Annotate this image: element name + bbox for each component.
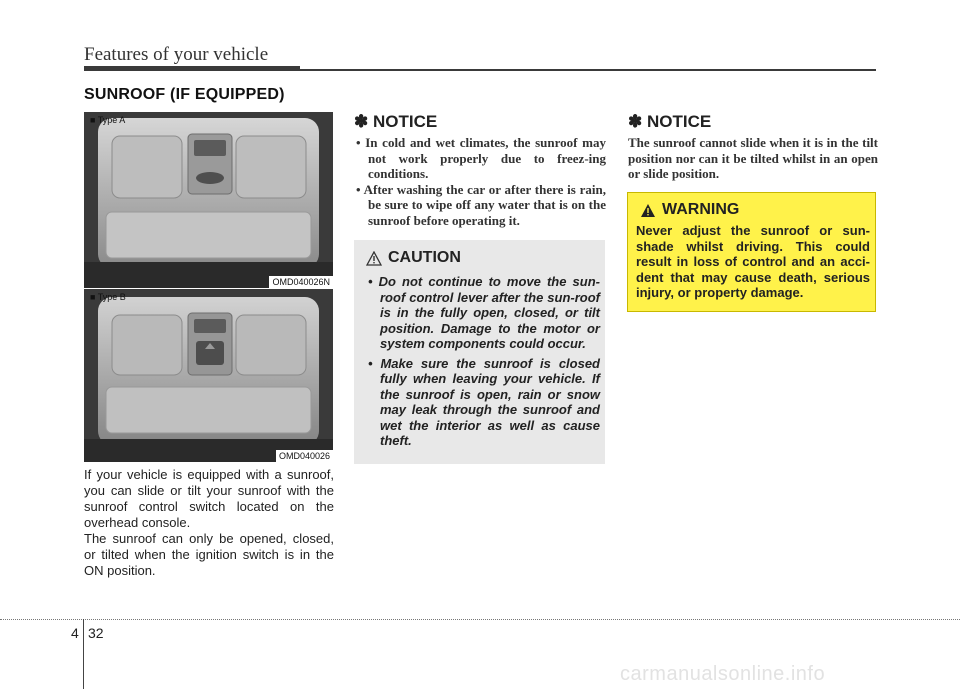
- photo-b-label: ■ Type B: [90, 292, 126, 302]
- body-paragraph-1: If your vehicle is equipped with a sunroof, you can slide or tilt your sunroof with the sunroof control switch located on the overhead console.: [84, 467, 334, 530]
- caution-triangle-icon: [366, 251, 382, 266]
- page-header-title: Features of your vehicle: [84, 44, 269, 65]
- photo-a-code: OMD040026N: [269, 276, 333, 288]
- notice-1-item: • After washing the car or after there is rain, be sure to wipe off any water that is on the sunroof before operating it.: [356, 181, 606, 228]
- warning-title: WARNING: [662, 201, 740, 218]
- footer-section-number: 4: [71, 625, 79, 641]
- notice-1-item: • In cold and wet climates, the sunroof may not work properly due to freez-ing conditions.: [356, 135, 606, 181]
- notice-2-text: The sunroof cannot slide when it is in the tilt position nor can it be tilted whilst in an open or slide position.: [628, 135, 878, 181]
- watermark: carmanualsonline.info: [620, 663, 826, 685]
- notice-1-title: ✽ NOTICE: [354, 112, 438, 131]
- footer-page-number: 32: [88, 625, 104, 641]
- photo-a-label: ■ Type A: [90, 115, 126, 125]
- warning-text: Never adjust the sunroof or sun-shade whilst driving. This could result in loss of control and an acci-dent that may cause death, serious injury, or property damage.: [636, 223, 870, 301]
- caution-item: • Make sure the sunroof is closed fully when leaving your vehicle. If the sunroof is open, rain or snow may leak through the sunroof and wet the interior as well as cause theft.: [368, 355, 600, 448]
- caution-header: [366, 249, 461, 267]
- notice-2-title: ✽ NOTICE: [628, 112, 712, 131]
- caution-box: [354, 240, 605, 464]
- caution-item: • Do not continue to move the sun-roof control lever after the sun-roof is in the fully open, closed, or tilt position. Damage to the motor or system components could occur.: [368, 274, 600, 351]
- overhead-console-photo-type-b: [84, 289, 333, 462]
- warning-header: [640, 201, 739, 219]
- footer-vertical-rule: [83, 619, 84, 689]
- header-rule-thin: [300, 69, 876, 71]
- caution-title: CAUTION: [388, 249, 461, 266]
- section-title: SUNROOF (IF EQUIPPED): [84, 86, 285, 103]
- console-photo-b-graphic: [84, 289, 333, 462]
- footer-dotted-rule: [0, 619, 960, 620]
- header-rule-thick: [84, 66, 300, 71]
- notice-1-list: [356, 135, 606, 228]
- overhead-console-photo-type-a: [84, 112, 333, 288]
- warning-box: [627, 192, 876, 312]
- body-paragraph-2: The sunroof can only be opened, closed, or tilted when the ignition switch is in the ON position.: [84, 531, 334, 578]
- photo-b-code: OMD040026: [276, 450, 333, 462]
- console-photo-a-graphic: [84, 112, 333, 288]
- caution-list: [368, 274, 600, 453]
- warning-triangle-icon: [640, 203, 656, 218]
